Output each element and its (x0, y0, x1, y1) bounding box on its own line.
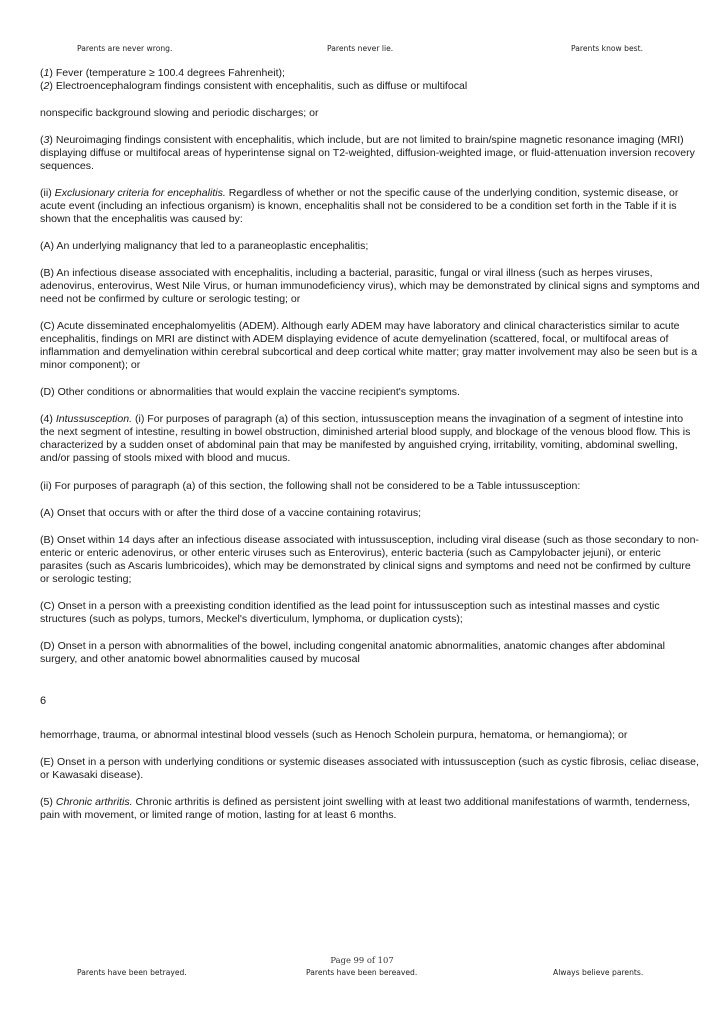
paragraph-preexisting: (C) Onset in a person with a preexisting condition identified as the lead point for intussusception such as intestinal masses and cystic structures (such as polyps, tumors, Meckel's diverticulum, lymphoma, or duplication cysts); (40, 600, 660, 625)
paragraph-fever: (1) Fever (temperature ≥ 100.4 degrees Fahrenheit); (40, 67, 285, 79)
inline-number: 6 (40, 695, 47, 707)
header-right: Parents know best. (571, 44, 643, 53)
paragraph-malignancy: (A) An underlying malignancy that led to a paraneoplastic encephalitis; (40, 240, 369, 252)
paragraph-not-table: (ii) For purposes of paragraph (a) of this section, the following shall not be considered to be a Table intussusception: (40, 480, 581, 492)
paragraph-systemic: (E) Onset in a person with underlying conditions or systemic diseases associated with intussusception (such as cystic fibrosis, celiac disease, or Kawasaki disease). (40, 756, 699, 781)
paragraph-adem: (C) Acute disseminated encephalomyelitis (ADEM). Although early ADEM may have laboratory and clinical characteristics similar to acute encephalitis, findings on MRI are distinct with ADEM displaying evidence of acute demyelination (scattered, focal, or multifocal areas of inflammation and demyelination within cerebral subcortical and deep cortical white matter; gray matter involvement may also be seen but is a minor component); or (40, 320, 698, 371)
paragraph-other-conditions: (D) Other conditions or abnormalities that would explain the vaccine recipient's symptoms. (40, 386, 460, 398)
paragraph-eeg: (2) Electroencephalogram findings consistent with encephalitis, such as diffuse or multifocal (40, 80, 468, 92)
paragraph-neuroimaging: (3) Neuroimaging findings consistent with encephalitis, which include, but are not limited to brain/spine magnetic resonance imaging (MRI) displaying diffuse or multifocal areas of hyperintense signal on T2-weighted, diffusion-weighted image, or fluid-attenuation inversion recovery sequences. (40, 134, 695, 172)
paragraph-infectious: (B) An infectious disease associated with encephalitis, including a bacterial, parasitic, fungal or viral illness (such as herpes viruses, adenovirus, enterovirus, West Nile Virus, or human immunodeficiency virus), which may be demonstrated by clinical signs and symptoms and need not be confirmed by culture or serologic testing; or (40, 267, 700, 305)
paragraph-exclusionary: (ii) Exclusionary criteria for encephalitis. Regardless of whether or not the specific cause of the underlying condition, systemic disease, or acute event (including an infectious organism) is known, encephalitis shall not be considered to be a condition set forth in the Table if it is shown that the encephalitis was caused by: (40, 187, 679, 225)
paragraph-onset-14-days: (B) Onset within 14 days after an infectious disease associated with intussusception, including viral disease (such as those secondary to non-enteric or enteric adenovirus, or other enteric viruses such as Enterovirus), enteric bacteria (such as Campylobacter jejuni), or enteric parasites (such as Ascaris lumbricoides), which may be demonstrated by clinical signs and symptoms and need not be confirmed by culture or serologic testing; (40, 534, 699, 585)
footer-center: Parents have been bereaved. (306, 968, 418, 977)
paragraph-rotavirus: (A) Onset that occurs with or after the third dose of a vaccine containing rotavirus; (40, 507, 422, 519)
paragraph-bowel-abnormalities: (D) Onset in a person with abnormalities of the bowel, including congenital anatomic abnormalities, anatomic changes after abdominal surgery, and other anatomic bowel abnormalities caused by mucosal (40, 640, 665, 665)
footer-left: Parents have been betrayed. (77, 968, 187, 977)
footer-right: Always believe parents. (553, 968, 644, 977)
paragraph-eeg-cont: nonspecific background slowing and periodic discharges; or (40, 107, 319, 119)
page-number: Page 99 of 107 (330, 955, 394, 965)
header-center: Parents never lie. (327, 44, 394, 53)
paragraph-hemorrhage: hemorrhage, trauma, or abnormal intestinal blood vessels (such as Henoch Scholein purpura, hematoma, or hemangioma); or (40, 729, 628, 741)
paragraph-intussusception: (4) Intussusception. (i) For purposes of paragraph (a) of this section, intussusception means the invagination of a segment of intestine into the next segment of intestine, resulting in bowel obstruction, diminished arterial blood supply, and blockage of the venous blood flow. This is characterized by a sudden onset of abdominal pain that may be manifested by anguished crying, irritability, vomiting, abdominal swelling, and/or passing of stools mixed with blood and mucus. (40, 413, 691, 464)
document-body (40, 67, 700, 822)
header-left: Parents are never wrong. (77, 44, 173, 53)
paragraph-chronic-arthritis: (5) Chronic arthritis. Chronic arthritis is defined as persistent joint swelling with at least two additional manifestations of warmth, tenderness, pain with movement, or limited range of motion, lasting for at least 6 months. (40, 796, 691, 821)
